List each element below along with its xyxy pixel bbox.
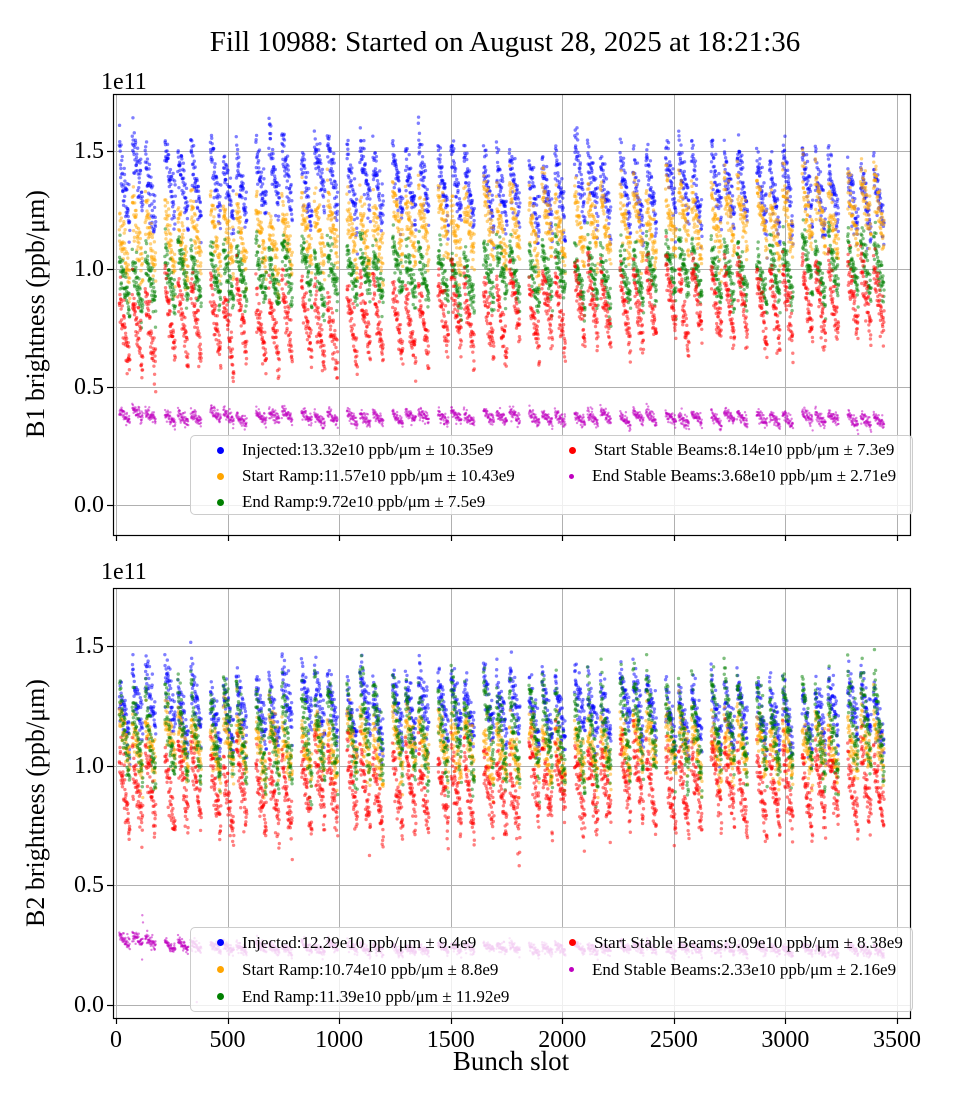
y-tick-label: 0.0 <box>74 492 104 519</box>
x-tick-label: 2000 <box>538 1027 587 1053</box>
legend-entry <box>543 437 912 463</box>
legend-entry <box>191 489 543 515</box>
y-tick-label: 1.0 <box>74 256 104 283</box>
legend-entry-label: Start Stable Beams:8.14e10 ppb/μm ± 7.3e9 <box>594 440 895 459</box>
legend-entry <box>543 463 912 489</box>
legend-entry <box>191 437 543 463</box>
y-tick-label: 0.5 <box>74 374 104 401</box>
x-tick-label: 0 <box>109 1027 122 1053</box>
legend-marker-dot-icon <box>217 993 224 1000</box>
legend-entry <box>191 956 543 983</box>
legend-entry-label: Start Stable Beams:9.09e10 ppb/μm ± 8.38e9 <box>594 932 903 952</box>
x-tick-label: 3000 <box>761 1027 810 1053</box>
legend-entry-label: Start Ramp:11.57e10 ppb/μm ± 10.43e9 <box>242 466 515 485</box>
legend-marker-dot-icon <box>217 447 224 454</box>
legend-entry-label: Start Ramp:10.74e10 ppb/μm ± 8.8e9 <box>242 959 499 979</box>
legend-marker-dot-icon <box>217 473 224 480</box>
legend-b2 <box>190 927 913 1012</box>
y-axis-offset-text-b2: 1e11 <box>101 559 147 585</box>
y-tick-label: 0.0 <box>74 992 104 1018</box>
legend-entry-label: Injected:13.32e10 ppb/μm ± 10.35e9 <box>242 440 494 459</box>
legend-entry-label: End Stable Beams:2.33e10 ppb/μm ± 2.16e9 <box>592 959 897 979</box>
legend-marker-dot-icon <box>217 966 224 973</box>
x-tick-label: 1500 <box>426 1027 475 1053</box>
legend-entry-label: End Ramp:9.72e10 ppb/μm ± 7.5e9 <box>242 492 486 511</box>
x-tick-label: 1000 <box>315 1027 364 1053</box>
y-axis-offset-text-b1: 1e11 <box>101 69 147 95</box>
legend-entry-label: End Ramp:11.39e10 ppb/μm ± 11.92e9 <box>242 986 510 1006</box>
y-axis-label-b2: B2 brightness (ppb/μm) <box>21 679 50 927</box>
legend-marker-dot-icon <box>217 499 224 506</box>
x-tick-label: 3500 <box>872 1027 921 1053</box>
legend-entry <box>191 463 543 489</box>
y-tick-label: 1.5 <box>74 138 104 165</box>
y-tick-label: 1.5 <box>74 633 104 659</box>
x-tick-label: 500 <box>209 1027 246 1053</box>
x-tick-label: 2500 <box>649 1027 698 1053</box>
x-axis-label: Bunch slot <box>452 1046 570 1076</box>
y-tick-label: 0.5 <box>74 872 104 899</box>
legend-entry <box>543 929 912 956</box>
legend-entry-label: End Stable Beams:3.68e10 ppb/μm ± 2.71e9 <box>592 466 897 485</box>
legend-entry <box>191 929 543 956</box>
y-axis-label-b1: B1 brightness (ppb/μm) <box>21 190 50 438</box>
legend-b1 <box>190 435 913 515</box>
legend-marker-dot-icon <box>569 447 576 454</box>
legend-marker-dot-icon <box>569 474 574 479</box>
y-tick-label: 1.0 <box>74 752 104 779</box>
legend-entry <box>543 956 912 983</box>
legend-marker-dot-icon <box>569 967 574 972</box>
legend-marker-dot-icon <box>569 939 576 946</box>
legend-marker-dot-icon <box>217 939 224 946</box>
legend-entry <box>191 983 543 1010</box>
legend-entry-label: Injected:12.29e10 ppb/μm ± 9.4e9 <box>242 932 477 952</box>
figure-title: Fill 10988: Started on August 28, 2025 at 18:21:36 <box>209 26 801 58</box>
